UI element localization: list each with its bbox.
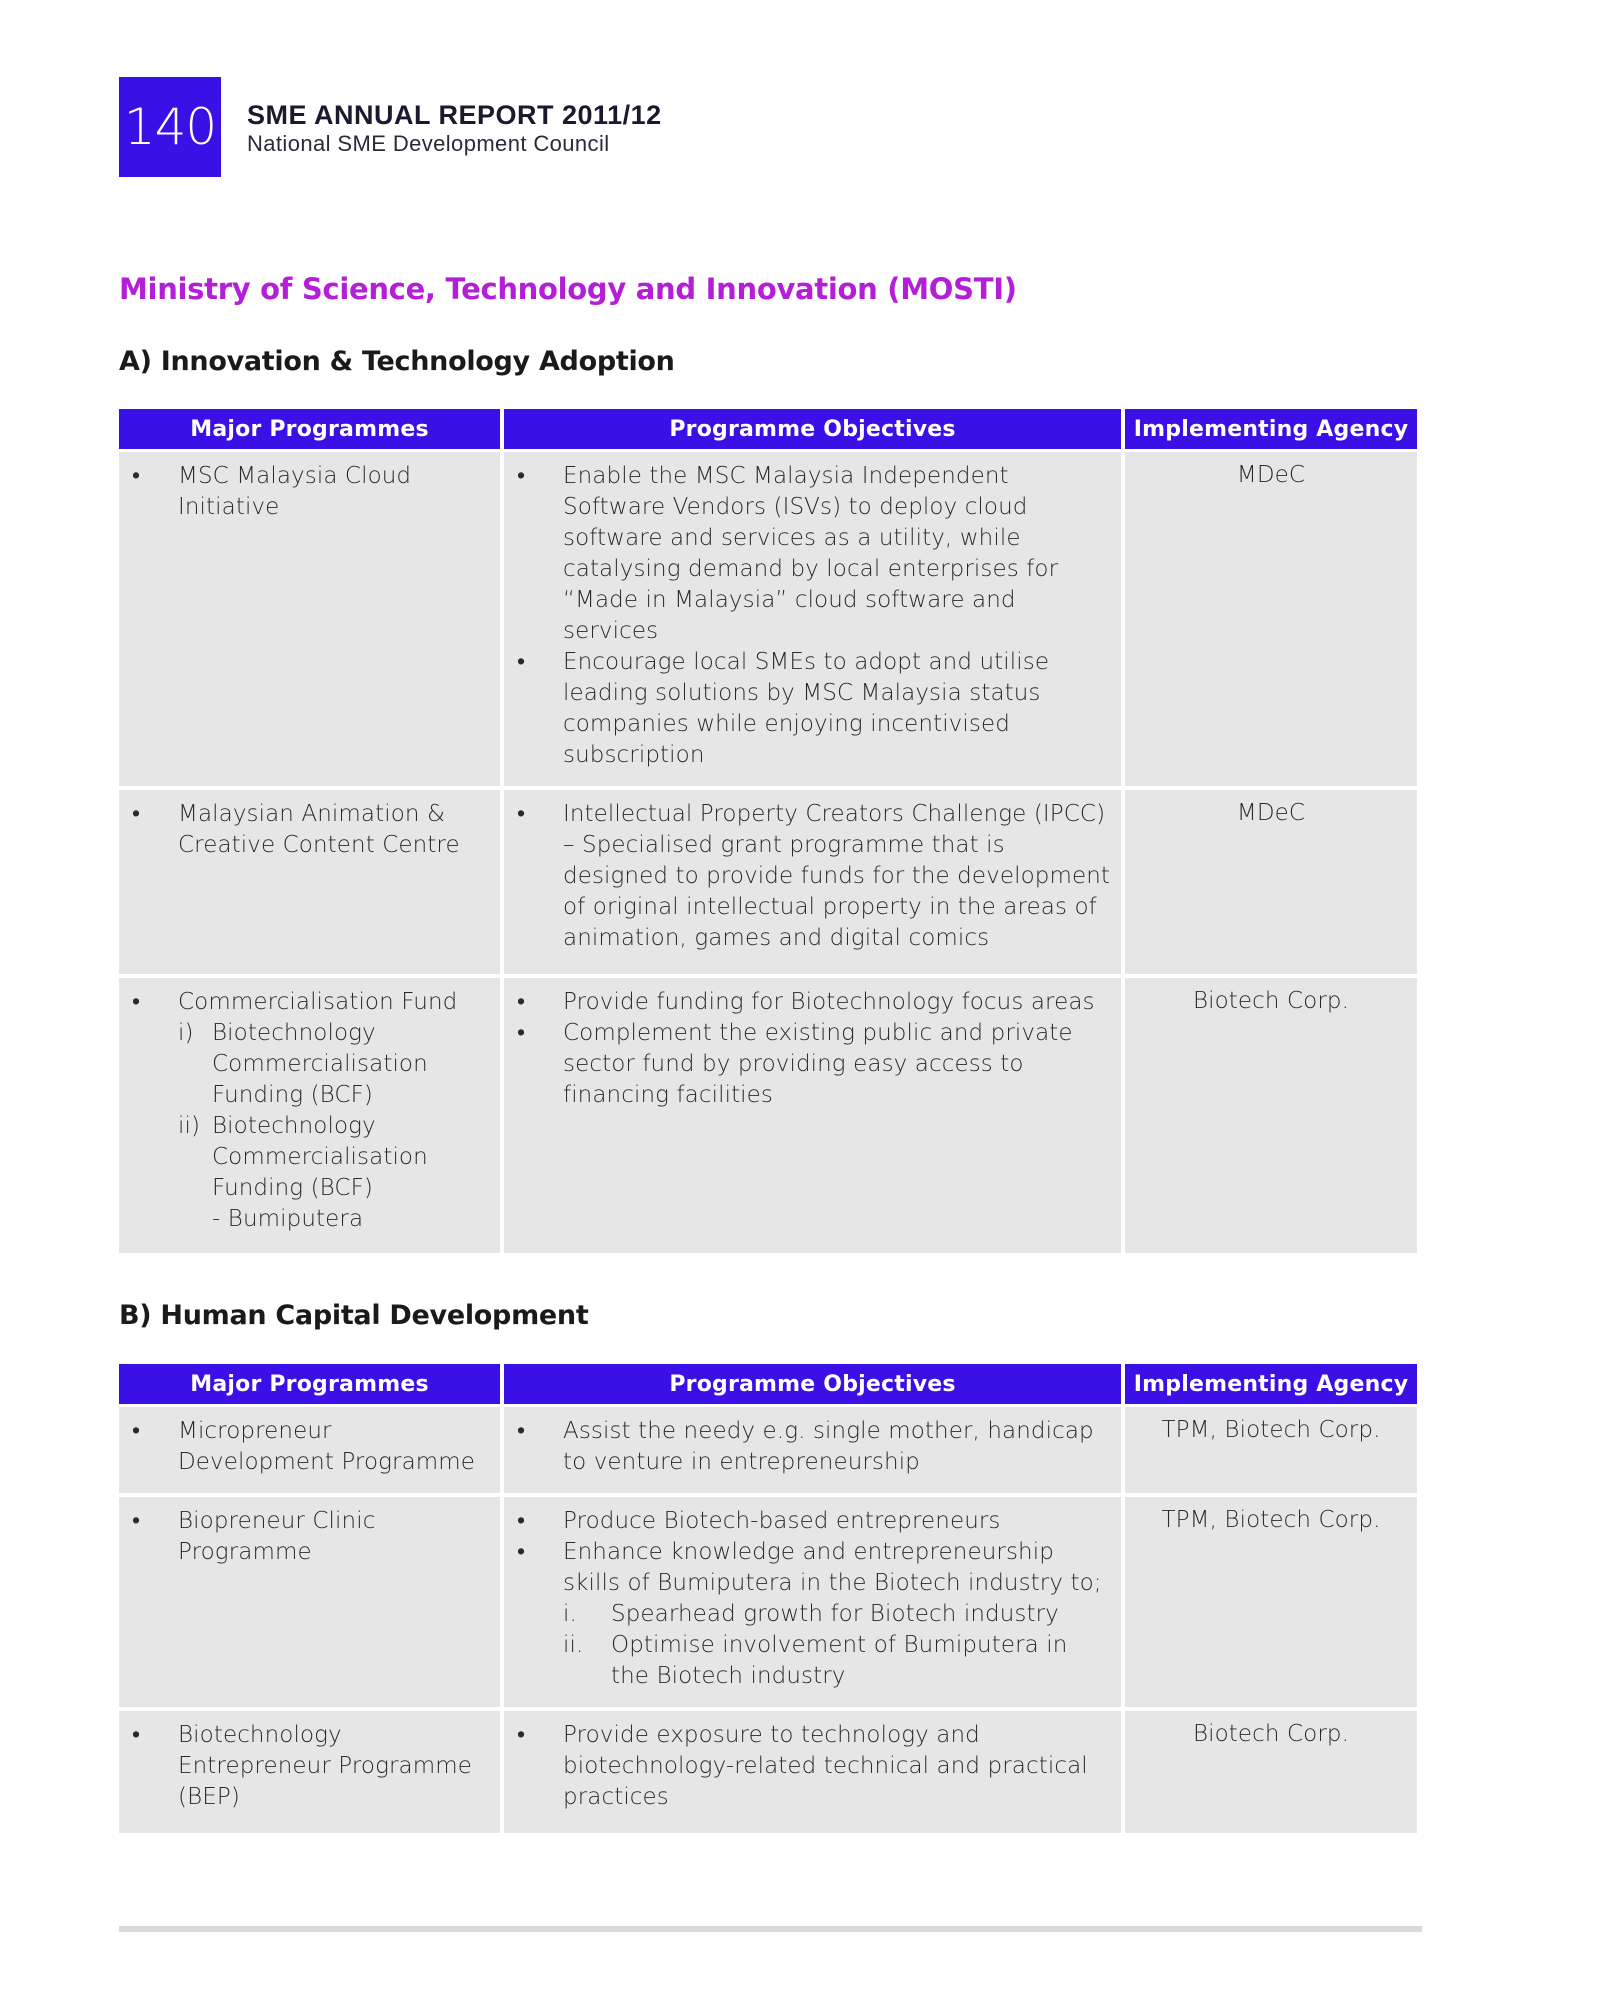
objective-text: Complement the existing public and private sector fund by providing easy access to financing facilities — [563, 1020, 1073, 1108]
table-row — [119, 1407, 1417, 1497]
list-item — [120, 987, 489, 1235]
col-header-agency: Implementing Agency — [1125, 409, 1417, 452]
sub-item-extra: - Bumiputera — [212, 1206, 364, 1232]
bullet: • — [517, 1508, 526, 1534]
list-item — [505, 1537, 1110, 1692]
table-header-row — [119, 1364, 1417, 1407]
section-a-table — [119, 409, 1417, 1253]
bullet: • — [132, 1508, 141, 1534]
col-header-objectives: Programme Objectives — [504, 409, 1125, 452]
agency-cell: TPM, Biotech Corp. — [1125, 1497, 1417, 1711]
agency-cell: Biotech Corp. — [1125, 1711, 1417, 1833]
list-item — [120, 799, 489, 861]
sub-list-item — [178, 1018, 489, 1111]
sub-item-number: ii) — [178, 1113, 201, 1139]
list-item — [505, 461, 1110, 647]
programme-cell — [119, 978, 504, 1253]
programme-cell — [119, 1407, 504, 1497]
bullet: • — [132, 1418, 141, 1444]
page-number: 140 — [123, 98, 217, 156]
programme-name: Malaysian Animation & Creative Content Centre — [178, 801, 460, 858]
table-row — [119, 1497, 1417, 1711]
objective-text: Encourage local SMEs to adopt and utilise leading solutions by MSC Malaysia status companies while enjoying incentivised subscription — [563, 649, 1050, 768]
objective-text: Enable the MSC Malaysia Independent Software Vendors (ISVs) to deploy cloud software and services as a utility, while catalysing demand by local enterprises for “Made in Malaysia” cloud software and services — [563, 463, 1059, 644]
col-header-programmes: Major Programmes — [119, 409, 504, 452]
col-header-agency: Implementing Agency — [1125, 1364, 1417, 1407]
sub-item-text: Biotechnology Commercialisation Funding (BCF) — [212, 1020, 428, 1108]
sub-item-number: ii. — [563, 1632, 584, 1658]
objectives-cell — [504, 1407, 1125, 1497]
report-title: SME ANNUAL REPORT 2011/12 — [247, 100, 662, 130]
list-item — [120, 1720, 489, 1813]
bullet: • — [517, 1722, 526, 1748]
list-item — [505, 647, 1110, 771]
programme-cell — [119, 452, 504, 790]
list-item — [505, 1506, 1110, 1537]
col-header-programmes: Major Programmes — [119, 1364, 504, 1407]
bullet: • — [517, 463, 526, 489]
sub-item-number: i. — [563, 1601, 577, 1627]
table-header-row — [119, 409, 1417, 452]
bullet: • — [132, 989, 141, 1015]
bullet: • — [517, 801, 526, 827]
objective-text: Assist the needy e.g. single mother, handicap to venture in entrepreneurship — [563, 1418, 1094, 1475]
bullet: • — [132, 1722, 141, 1748]
objective-text: Intellectual Property Creators Challenge (IPCC) – Specialised grant programme that is designed to provide funds for the development of original intellectual property in the areas of animation, games and digital comics — [563, 801, 1111, 951]
sub-list-item — [563, 1630, 1110, 1692]
objective-text: Provide exposure to technology and biotechnology-related technical and practical practices — [563, 1722, 1088, 1810]
bullet: • — [132, 463, 141, 489]
footer-rule — [119, 1926, 1422, 1932]
programme-name: MSC Malaysia Cloud Initiative — [178, 463, 412, 520]
bullet: • — [517, 1020, 526, 1046]
bullet: • — [517, 989, 526, 1015]
objectives-cell — [504, 1711, 1125, 1833]
table-row — [119, 452, 1417, 790]
section-a-heading: A) Innovation & Technology Adoption — [119, 346, 675, 377]
list-item — [505, 799, 1110, 954]
list-item — [505, 1720, 1110, 1813]
list-item — [120, 1506, 489, 1568]
sub-item-text: Spearhead growth for Biotech industry — [611, 1601, 1059, 1627]
objectives-cell — [504, 978, 1125, 1253]
section-b-heading: B) Human Capital Development — [119, 1300, 589, 1331]
bullet: • — [517, 649, 526, 675]
ministry-heading: Ministry of Science, Technology and Innovation (MOSTI) — [119, 272, 1017, 306]
objective-text: Enhance knowledge and entrepreneurship skills of Bumiputera in the Biotech industry to; — [563, 1539, 1102, 1596]
list-item — [505, 1018, 1110, 1111]
objectives-cell — [504, 790, 1125, 978]
list-item — [505, 1416, 1110, 1478]
objective-text: Provide funding for Biotechnology focus areas — [563, 989, 1095, 1015]
objectives-cell — [504, 1497, 1125, 1711]
list-item — [120, 461, 489, 523]
list-item — [120, 1416, 489, 1478]
agency-cell: TPM, Biotech Corp. — [1125, 1407, 1417, 1497]
sub-list-item — [178, 1111, 489, 1204]
bullet: • — [517, 1418, 526, 1444]
programme-name: Biopreneur Clinic Programme — [178, 1508, 376, 1565]
sub-item-text: Biotechnology Commercialisation Funding (BCF) — [212, 1113, 428, 1201]
sub-item-text: Optimise involvement of Bumiputera in the Biotech industry — [611, 1632, 1068, 1689]
sub-list-item — [563, 1599, 1110, 1630]
programme-cell — [119, 790, 504, 978]
table-row — [119, 1711, 1417, 1833]
list-item — [505, 987, 1110, 1018]
programme-cell — [119, 1497, 504, 1711]
programme-name: Commercialisation Fund — [178, 989, 458, 1015]
sub-item-number: i) — [178, 1020, 194, 1046]
programme-name: Micropreneur Development Programme — [178, 1418, 476, 1475]
programme-cell — [119, 1711, 504, 1833]
bullet: • — [132, 801, 141, 827]
col-header-objectives: Programme Objectives — [504, 1364, 1125, 1407]
agency-cell: Biotech Corp. — [1125, 978, 1417, 1253]
objective-text: Produce Biotech-based entrepreneurs — [563, 1508, 1001, 1534]
table-row — [119, 978, 1417, 1253]
agency-cell: MDeC — [1125, 452, 1417, 790]
table-row — [119, 790, 1417, 978]
objectives-cell — [504, 452, 1125, 790]
agency-cell: MDeC — [1125, 790, 1417, 978]
bullet: • — [517, 1539, 526, 1565]
section-b-table — [119, 1364, 1417, 1833]
report-subtitle: National SME Development Council — [247, 131, 610, 156]
programme-name: Biotechnology Entrepreneur Programme (BEP) — [178, 1722, 473, 1810]
page-number-box — [119, 77, 221, 177]
